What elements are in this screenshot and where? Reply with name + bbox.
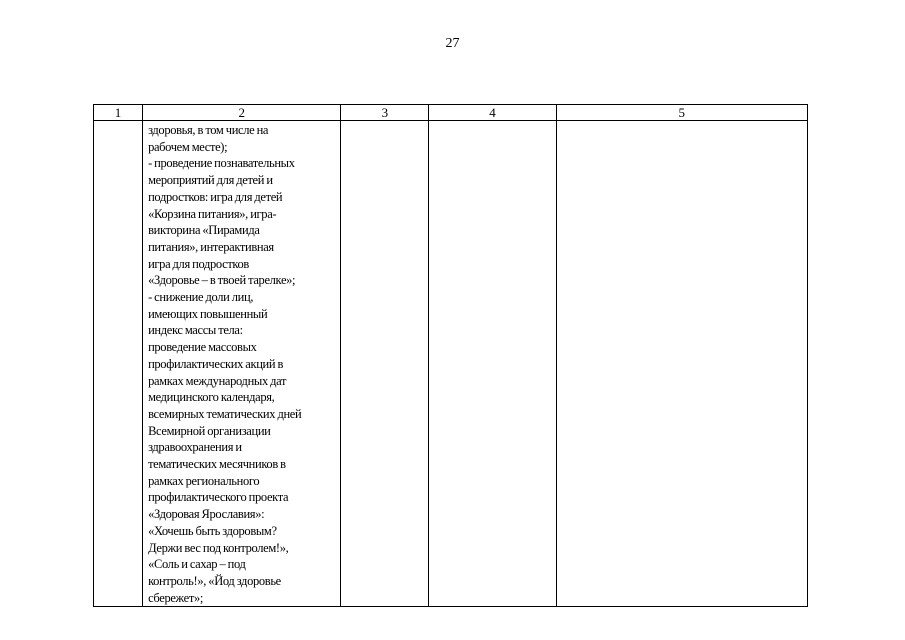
document-table [93, 104, 808, 607]
text-line: профилактического проекта [148, 490, 289, 505]
table-cell-col-3 [341, 121, 429, 607]
column-header-2: 2 [143, 105, 341, 121]
text-line: медицинского календаря, [148, 390, 275, 405]
column-header-4: 4 [429, 105, 556, 121]
text-line: всемирных тематических дней [148, 406, 302, 421]
text-line: контроль!», «Йод здоровье [148, 573, 281, 588]
text-line: «Здоровье – в твоей тарелке»; [148, 273, 296, 288]
text-line: викторина «Пирамида [148, 223, 260, 238]
text-line: «Соль и сахар – под [148, 557, 246, 572]
text-line: питания», интерактивная [148, 239, 274, 254]
text-line: здоровья, в том числе на [148, 123, 269, 137]
text-line: имеющих повышенный [148, 306, 268, 321]
text-line: Всемирной организации [148, 423, 271, 438]
table-cell-col-4 [429, 121, 556, 607]
table-header [94, 105, 808, 121]
table-cell-col-5 [556, 121, 807, 607]
text-line: подростков: игра для детей [148, 189, 283, 204]
text-line: «Здоровая Ярославия»: [148, 507, 265, 522]
text-line: «Хочешь быть здоровым? [148, 523, 277, 538]
text-line: «Корзина питания», игра- [148, 206, 277, 221]
text-line: Держи вес под контролем!», [148, 540, 289, 555]
text-line: сбережет»; [148, 590, 204, 605]
text-line: проведение массовых [148, 340, 257, 355]
text-line: рамках регионального [148, 473, 260, 488]
table-header-row [94, 105, 808, 121]
column-header-3: 3 [341, 105, 429, 121]
page-number: 27 [445, 36, 460, 51]
table-cell-col-1 [94, 121, 143, 607]
text-line: - проведение познавательных [148, 156, 295, 171]
text-line: тематических месячников в [148, 457, 286, 472]
text-line: индекс массы тела: [148, 323, 243, 338]
column-header-1: 1 [94, 105, 143, 121]
text-line: мероприятий для детей и [148, 173, 273, 188]
text-line: рабочем месте); [148, 139, 228, 154]
measures-text [143, 121, 340, 606]
table-cell-col-2 [143, 121, 341, 607]
column-header-5: 5 [556, 105, 807, 121]
text-line: рамках международных дат [148, 373, 287, 388]
text-line: - снижение доли лиц, [148, 290, 254, 305]
table-row [94, 121, 808, 607]
table-body [94, 121, 808, 607]
text-line: здравоохранения и [148, 440, 242, 455]
text-line: игра для подростков [148, 256, 249, 271]
text-line: профилактических акций в [148, 356, 284, 371]
